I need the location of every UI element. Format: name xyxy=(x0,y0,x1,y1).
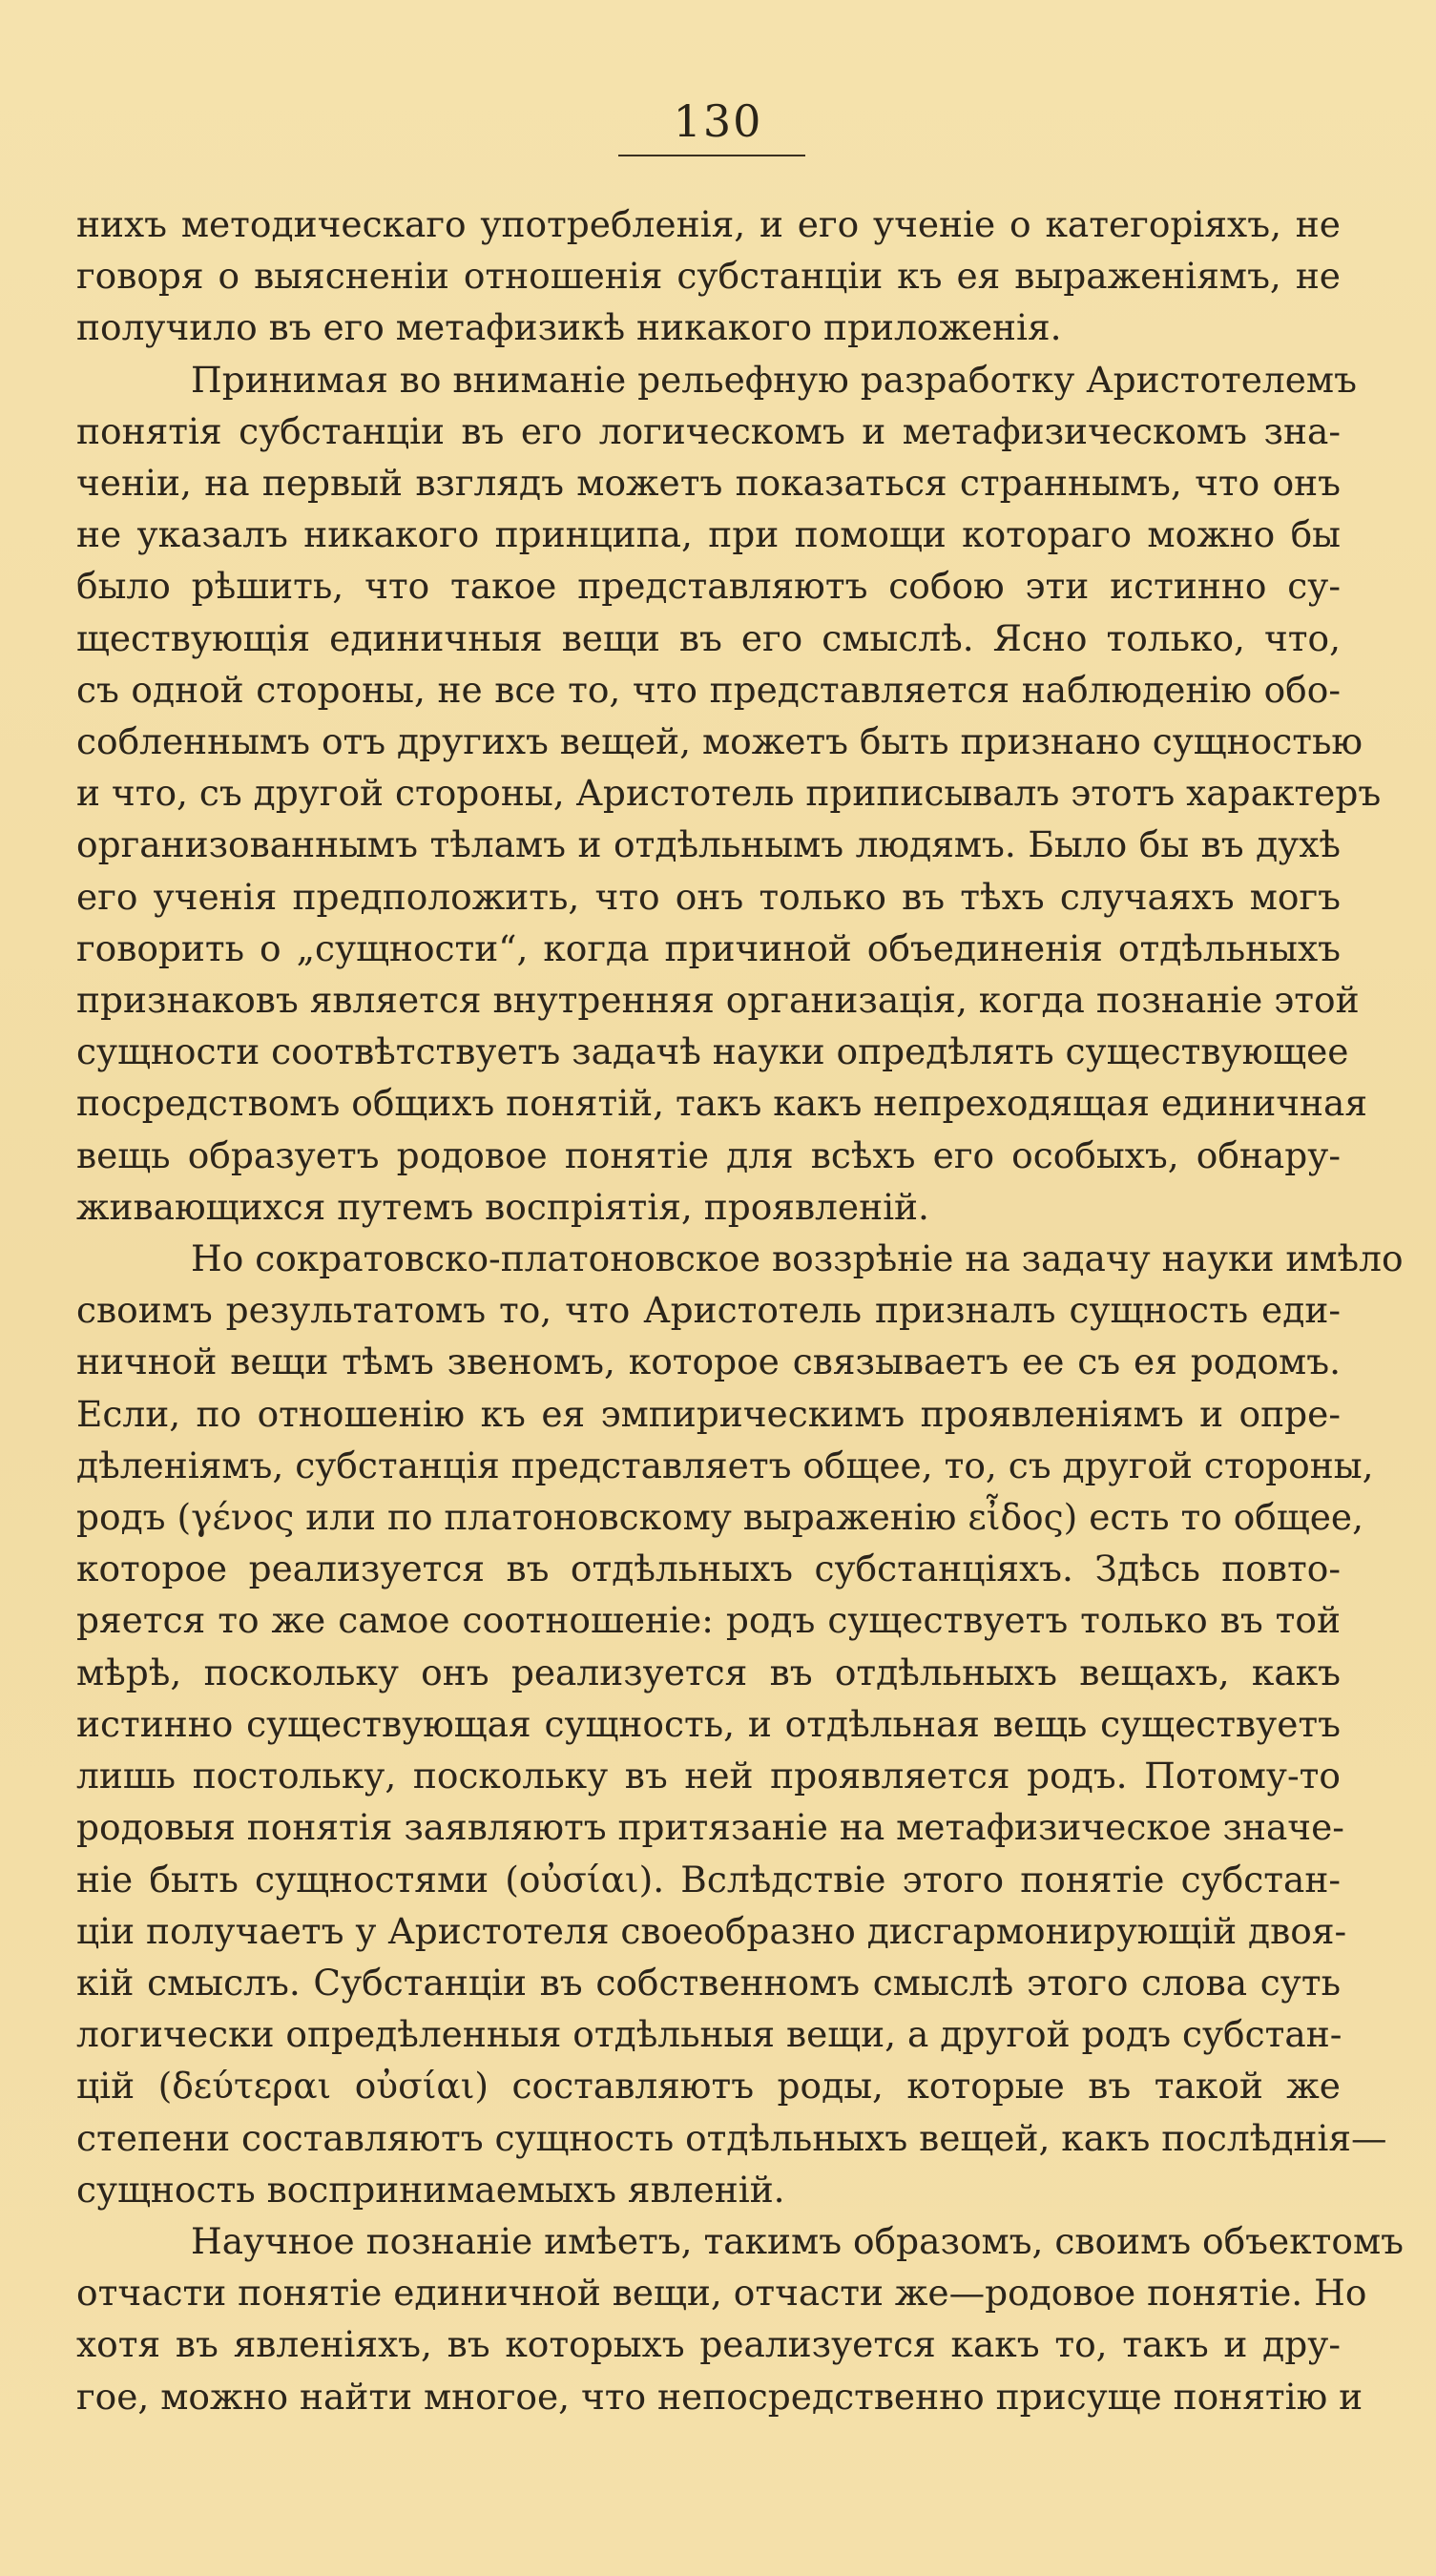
text-line: признаковъ является внутренняя организація, когда познаніе этой xyxy=(76,979,1360,1022)
text-line: которое реализуется въ отдѣльныхъ субстанціяхъ. Здѣсь повто- xyxy=(76,1548,1341,1590)
text-line: ществующія единичныя вещи въ его смыслѣ. Ясно только, что, xyxy=(76,616,1341,659)
text-line: ченіи, на первый взглядъ можетъ показаться страннымъ, что онъ xyxy=(76,462,1341,505)
text-line: степени составляютъ сущность отдѣльныхъ вещей, какъ послѣднія— xyxy=(76,2116,1387,2159)
text-line: живающихся путемъ воспріятія, проявленій. xyxy=(76,1185,929,1228)
text-line: Принимая во вниманіе рельефную разработку Аристотелемъ xyxy=(191,358,1357,401)
text-line: гое, можно найти многое, что непосредственно присуще понятію и xyxy=(76,2375,1363,2418)
text-line: отчасти понятіе единичной вещи, отчасти же—родовое понятіе. Но xyxy=(76,2272,1367,2315)
header-rule xyxy=(618,155,805,156)
text-line: ціи получаетъ у Аристотеля своеобразно дисгармонирующій двоя- xyxy=(76,1909,1347,1952)
text-line: мѣрѣ, поскольку онъ реализуется въ отдѣльныхъ вещахъ, какъ xyxy=(76,1651,1341,1693)
text-line: было рѣшить, что такое представляютъ собою эти истинно су- xyxy=(76,565,1341,608)
text-line: хотя въ явленіяхъ, въ которыхъ реализуется какъ то, такъ и дру- xyxy=(76,2323,1341,2366)
text-line: Научное познаніе имѣетъ, такимъ образомъ, своимъ объектомъ xyxy=(191,2219,1405,2262)
text-line: лишь постольку, поскольку въ ней проявляется родъ. Потому-то xyxy=(76,1755,1341,1797)
text-line: организованнымъ тѣламъ и отдѣльнымъ людямъ. Было бы въ духѣ xyxy=(76,823,1341,866)
text-line: цій (δεύτεραι οὐσίαι) составляютъ роды, которые въ такой же xyxy=(76,2065,1341,2108)
text-line: дѣленіямъ, субстанція представляетъ общее, то, съ другой стороны, xyxy=(76,1444,1374,1486)
text-line: понятія субстанціи въ его логическомъ и метафизическомъ зна- xyxy=(76,409,1341,452)
paragraph xyxy=(76,1233,1404,2215)
text-line: сущности соотвѣтствуетъ задачѣ науки опредѣлять существующее xyxy=(76,1030,1349,1073)
text-line: и что, съ другой стороны, Аристотель приписывалъ этотъ характеръ xyxy=(76,772,1382,815)
text-line: говоря о выясненіи отношенія субстанціи къ ея выраженіямъ, не xyxy=(76,255,1341,298)
text-line: вещь образуетъ родовое понятіе для всѣхъ его особыхъ, обнару- xyxy=(76,1133,1341,1176)
paragraph xyxy=(76,198,1341,354)
text-line: Но сократовско-платоновское воззрѣніе на задачу науки имѣло xyxy=(191,1237,1404,1280)
text-line: ничной вещи тѣмъ звеномъ, которое связываетъ ее съ ея родомъ. xyxy=(76,1340,1341,1383)
text-line: говорить о „сущности“, когда причиной объединенія отдѣльныхъ xyxy=(76,926,1341,969)
text-line: его ученія предположить, что онъ только въ тѣхъ случаяхъ могъ xyxy=(76,875,1341,918)
paragraph xyxy=(76,2215,1405,2422)
page-number: 130 xyxy=(673,95,763,147)
text-line: ряется то же самое соотношеніе: родъ существуетъ только въ той xyxy=(76,1599,1341,1642)
paragraph xyxy=(76,354,1382,1233)
text-line: не указалъ никакого принципа, при помощи котораго можно бы xyxy=(76,513,1341,556)
text-line: Если, по отношенію къ ея эмпирическимъ проявленіямъ и опре- xyxy=(76,1392,1341,1435)
text-line: съ одной стороны, не все то, что представляется наблюденію обо- xyxy=(76,668,1341,711)
body-text xyxy=(76,198,1405,2422)
text-line: посредствомъ общихъ понятій, такъ какъ непреходящая единичная xyxy=(76,1082,1368,1125)
text-line: нихъ методическаго употребленія, и его ученіе о категоріяхъ, не xyxy=(76,203,1341,245)
text-line: ніе быть сущностями (οὐσίαι). Вслѣдствіе этого понятіе субстан- xyxy=(76,1858,1341,1901)
text-line: собленнымъ отъ другихъ вещей, можетъ быть признано сущностью xyxy=(76,720,1363,763)
text-line: своимъ результатомъ то, что Аристотель призналъ сущность еди- xyxy=(76,1289,1341,1332)
text-line: родовыя понятія заявляютъ притязаніе на метафизическое значе- xyxy=(76,1806,1344,1849)
text-line: сущность воспринимаемыхъ явленій. xyxy=(76,2168,785,2211)
text-line: кій смыслъ. Субстанціи въ собственномъ смыслѣ этого слова суть xyxy=(76,1961,1341,2004)
text-line: родъ (γένος или по платоновскому выраженію εἶδος) есть то общее, xyxy=(76,1496,1364,1539)
text-line: истинно существующая сущность, и отдѣльная вещь существуетъ xyxy=(76,1702,1341,1745)
text-line: логически опредѣленныя отдѣльныя вещи, а другой родъ субстан- xyxy=(76,2013,1342,2056)
text-line: получило въ его метафизикѣ никакого приложенія. xyxy=(76,306,1062,349)
